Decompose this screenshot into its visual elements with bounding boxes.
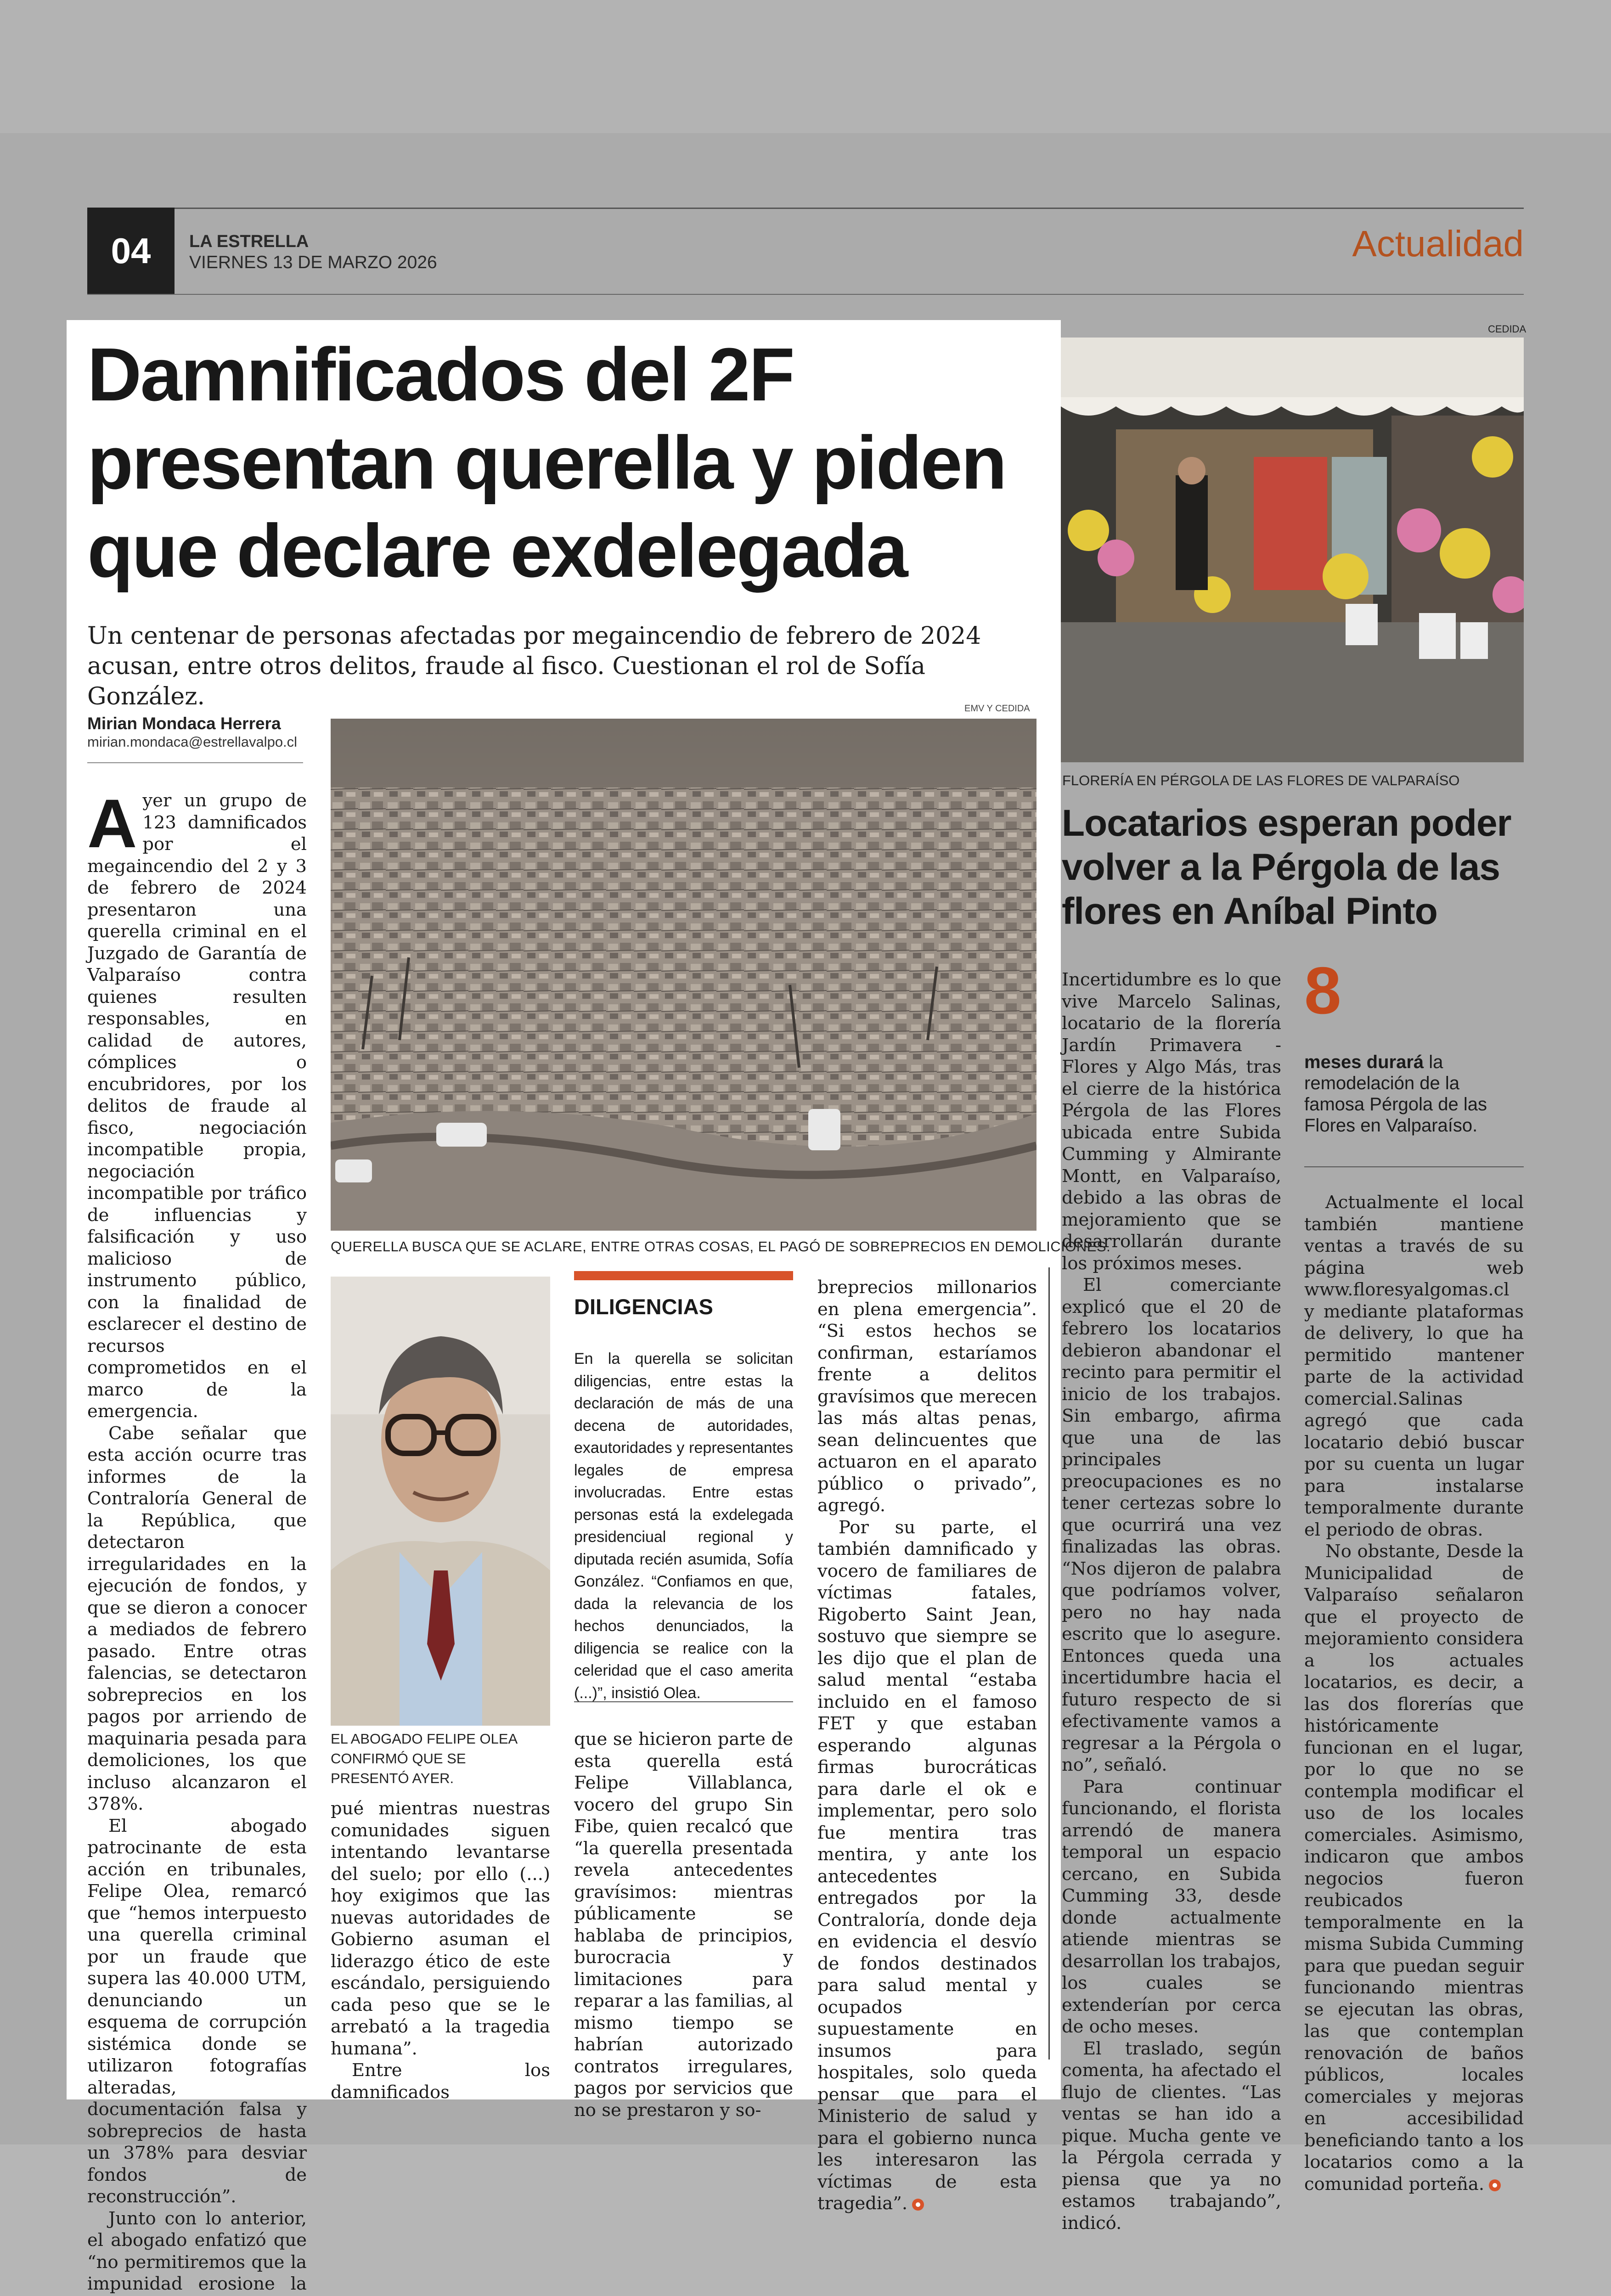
side-col1-p3: Para continuar funcionando, el florista arrendó de manera temporal un espacio cercano, en Subida Cumming 33, desde donde actualmente atiende mientras se desarrollan los trabajos, los cuales se extenderían por cerca de ocho meses. <box>1062 1776 1281 2038</box>
main-col1-p2: Cabe señalar que esta acción ocurre tras informes de la Contraloría General de la República, que detectaron irregularidades en la ejecución de fondos, y que se dieron a conocer a mediados de febrero pasado. Entre otras falencias, se detectaron sobreprecios en los pagos por arriendo de maquinaria pesada para demoliciones, los que incluso alcanzaron el 378%. <box>87 1423 307 1815</box>
side-end-mark-icon <box>1489 2179 1501 2191</box>
main-col1-p4: Junto con lo anterior, el abogado enfatizó que “no permitiremos que la impunidad erosione la <box>87 2208 307 2296</box>
byline-name: Mirian Mondaca Herrera <box>87 714 281 733</box>
side-col1-p2: El comerciante explicó que el 20 de febrero los locatarios debieron abandonar el recinto para permitir el inicio de los trabajos. Sin embargo, afirma que una de las principales preocupaciones es no tener certezas sobre lo que ocurrirá una vez finalizadas las obras. “Nos dijeron de palabra que podríamos volver, pero no hay nada escrito que lo asegure. Entonces queda una incertidumbre hacia el futuro respecto de si efectivamente vamos a regresar a la Pérgola o no”, señaló. <box>1062 1274 1281 1776</box>
paper-name: LA ESTRELLA <box>189 232 309 252</box>
header-rule-bottom <box>87 294 1524 295</box>
main-deck: Un centenar de personas afectadas por megaincendio de febrero de 2024 acusan, entre otros delitos, fraude al fisco. Cuestionan el rol de Sofía González. <box>87 621 1042 712</box>
stat-number: 8 <box>1304 956 1341 1025</box>
main-photo-caption: QUERELLA BUSCA QUE SE ACLARE, ENTRE OTRAS COSAS, EL PAGÓ DE SOBREPRECIOS EN DEMOLICIONES. <box>331 1238 1110 1255</box>
main-col1-p1 <box>87 790 307 1423</box>
side-col2-p1: Actualmente el local también mantiene ventas a través de su página web www.floresyalgomas.cl y mediante plataformas de delivery, lo que ha permitido mantener parte de la actividad comercial.Salinas agregó que cada locatario debió buscar por su cuenta un lugar para instalarse temporalmente durante el periodo de obras. <box>1304 1192 1524 1541</box>
main-col1-p3: El abogado patrocinante de esta acción en tribunales, Felipe Olea, remarcó que “hemos interpuesto una querella criminal por un fraude que supera las 40.000 UTM, denunciando un esquema de corrupción sistémica donde se utilizaron fotografías alteradas, documentación falsa y sobreprecios de hasta un 378% para desviar fondos de reconstrucción”. <box>87 1815 307 2208</box>
main-col2-p2: Entre los damnificados <box>331 2060 550 2103</box>
side-photo-caption: FLORERÍA EN PÉRGOLA DE LAS FLORES DE VALPARAÍSO <box>1062 772 1459 789</box>
header-rule <box>87 208 1524 209</box>
portrait-caption: EL ABOGADO FELIPE OLEA CONFIRMÓ QUE SE PRESENTÓ AYER. <box>331 1729 537 1788</box>
side-col2-p2 <box>1304 1541 1524 2195</box>
side-photo-credit: CEDIDA <box>1488 323 1526 335</box>
main-col4-p2-text: Por su parte, el también damnificado y vocero de familiares de víctimas fatales, Rigoberto Saint Jean, sostuvo que siempre se les dijo que el plan de salud mental “estaba incluido en el famoso FET y que estaban esperando algunas firmas burocráticas para darle el ok e implementar, pero solo fue mentira tras mentira, y ante los antecedentes entregados por la Contraloría, donde deja en evidencia el desvío de fondos destinados para salud mental y ocupados supuestamente en insumos para hospitales, solo queda pensar que para el Ministerio de salud y para el gobierno nunca les interesaron las víctimas de esta tragedia”. <box>817 1517 1037 2214</box>
fire-aftermath-photo <box>331 719 1036 1231</box>
box-body: En la querella se solicitan diligencias, entre estas la declaración de más de una decena de autoridades, exautoridades y representantes legales de empresa involucradas. Entre estas personas está la exdelegada presidenciual regional y diputada recién asumida, Sofía González. “Confiamos en que, dada la relevancia de los hechos denunciados, la diligencia se realice con la celeridad que el caso amerita (...)”, insistió Olea. <box>574 1348 793 1704</box>
box-title: DILIGENCIAS <box>574 1294 713 1319</box>
byline-rule <box>87 762 303 763</box>
side-col1-p1: Incertidumbre es lo que vive Marcelo Salinas, locatario de la florería Jardín Primavera - Flores y Algo Más, tras el cierre de la histórica Pérgola de las Flores ubicada entre Subida Cumming y Almirante Montt, en Valparaíso, debido a las obras de mejoramiento que se desarrollarán durante los próximos meses. <box>1062 969 1281 1274</box>
page-number: 04 <box>87 208 175 294</box>
main-col2-p1: pué mientras nuestras comunidades siguen intentando levantarse del suelo; por ello (...) hoy exigimos que las nuevas autoridades de Gobierno asuman el liderazgo ético de este escándalo, persiguiendo cada peso que se le arrebató a la tragedia humana”. <box>331 1798 550 2060</box>
main-col1-p1-text: yer un grupo de 123 damnificados por el megaincendio del 2 y 3 de febrero de 2024 presentaron una querella criminal en el Juzgado de Garantía de Valparaíso contra quienes resulten responsables, en calidad de autores, cómplices o encubridores, por los delitos de fraude al fisco, negociación incompatible propia, negociación incompatible por tráfico de influencias y falsificación y uso malicioso de instrumento público, con la finalidad de esclarecer el destino de recursos comprometidos en el marco de la emergencia. <box>87 790 307 1422</box>
main-headline: Damnificados del 2F presentan querella y piden que declare exdelegada <box>87 331 1042 595</box>
scan-top-band <box>0 0 1611 133</box>
byline-email: mirian.mondaca@estrellavalpo.cl <box>87 734 297 750</box>
main-col-4 <box>817 1277 1037 2215</box>
paper-date: VIERNES 13 DE MARZO 2026 <box>189 253 437 273</box>
stat-rule <box>1304 1166 1524 1167</box>
photo-credit: EMV Y CEDIDA <box>964 703 1030 714</box>
column-divider <box>1048 1267 1050 2060</box>
stat-text <box>1304 1052 1520 1136</box>
main-col4-p2 <box>817 1517 1037 2215</box>
main-col-2 <box>331 1798 550 2103</box>
section-name: Actualidad <box>1352 223 1524 265</box>
side-headline: Locatarios esperan poder volver a la Pérgola de las flores en Aníbal Pinto <box>1062 801 1526 934</box>
end-mark-icon <box>912 2199 924 2211</box>
stat-bold: meses durará <box>1304 1052 1424 1072</box>
side-col-1 <box>1062 969 1281 2234</box>
side-col-2 <box>1304 1192 1524 2195</box>
main-col3-p1: que se hicieron parte de esta querella está Felipe Villablanca, vocero del grupo Sin Fibe, quien recalcó que “la querella presentada revela antecedentes gravísimos: mientras públicamente se hablaba de principios, burocracia y limitaciones para reparar a las familias, al mismo tiempo se habrían autorizado contratos irregulares, pagos por servicios que no se prestaron y so- <box>574 1728 793 2121</box>
box-rule <box>574 1701 793 1702</box>
lawyer-portrait-photo <box>331 1277 550 1726</box>
stat-rest: la remodelación de la famosa Pérgola de las Flores en Valparaíso. <box>1304 1052 1487 1136</box>
side-col1-p4: El traslado, según comenta, ha afectado el flujo de clientes. “Las ventas se han ido a pique. Mucha gente ve la Pérgola cerrada y piensa que ya no estamos trabajando”, indicó. <box>1062 2038 1281 2234</box>
dropcap: A <box>87 793 137 853</box>
main-col-3 <box>574 1728 793 2121</box>
main-col4-p1: breprecios millonarios en plena emergencia”. “Si estos hechos se confirman, estaríamos frente a delitos gravísimos que merecen las más altas penas, sean delincuentes que actuaron en el aparato público o privado”, agregó. <box>817 1277 1037 1517</box>
side-col2-p2-text: No obstante, Desde la Municipalidad de Valparaíso señalaron que el proyecto de mejoramiento considera a los actuales locatarios, es decir, a las dos florerías que históricamente funcionan en el lugar, por lo que no se contempla modificar el uso de los locales comerciales. Asimismo, indicaron que ambos negocios fueron reubicados temporalmente en la misma Subida Cumming para que puedan seguir funcionando mientras se ejecutan las obras, las que contemplan renovación de baños públicos, locales comerciales y mejoras en accesibilidad beneficiando tanto a los locatarios como a la comunidad porteña. <box>1304 1541 1524 2195</box>
flower-shop-photo <box>1061 338 1524 762</box>
main-col-1 <box>87 790 307 2296</box>
box-accent-bar <box>574 1271 793 1280</box>
